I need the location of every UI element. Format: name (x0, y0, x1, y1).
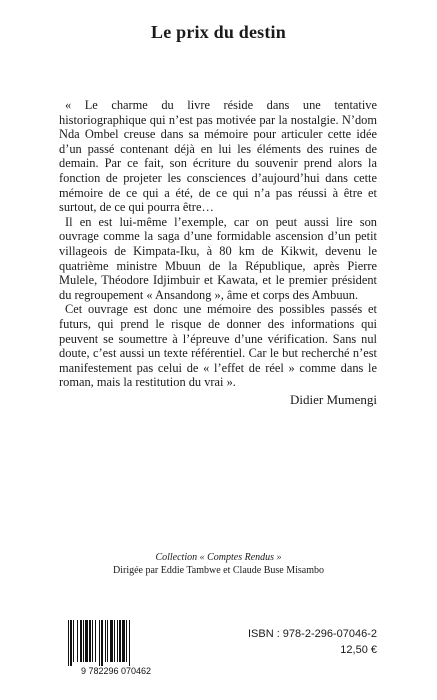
barcode-bar (114, 620, 115, 662)
barcode-bar (129, 620, 130, 666)
paragraph-3: Cet ouvrage est donc une mémoire des possibles passés et futurs, qui prend le risque de donner des informations qui peuvent se soumettre à l’épreuve d’une vérification. Sans nul doute, c’est aussi un texte référentiel. Car le but recherché n’est manifestement pas celui de « l’effet de réel » comme dans le roman, mais la restitution du vrai ». (59, 302, 377, 390)
barcode-bar (89, 620, 91, 662)
isbn: ISBN : 978-2-296-07046-2 (247, 628, 377, 640)
barcode-bar (99, 620, 100, 666)
barcode-digits: 9 782296 070462 (80, 666, 152, 676)
barcode-bar (85, 620, 88, 662)
collection-name: Collection « Comptes Rendus » (155, 552, 282, 563)
paragraph-1: « Le charme du livre réside dans une tentative historiographique qui n’est pas motivée par la nostalgie. N’dom Nda Ombel creuse dans sa mémoire pour articuler cette idée d’un passé contenant déjà en lui les éléments des ruines de demain. Par ce fait, son écriture du souvenir prend alors la fonction de projeter les consciences d’aujourd’hui dans cette mémoire de ce qui a été, de ce qui n’a pas réussi à être et surtout, de ce qui pourra être… (59, 98, 377, 215)
barcode-bar (83, 620, 84, 662)
barcode-bar (117, 620, 118, 662)
barcode-bar (119, 620, 121, 662)
barcode-bar (105, 620, 106, 662)
collection-info (0, 551, 437, 577)
barcode (62, 620, 170, 676)
barcode-bar (107, 620, 108, 662)
barcode-bar (92, 620, 93, 662)
paragraph-2: Il en est lui-même l’exemple, car on peut aussi lire son ouvrage comme la saga d’une formidable ascension d’un petit villageois de Kimpata-Iku, à 80 km de Kikwit, devenu le quatrième ministre Mbuun de la République, après Pierre Mulele, Théodore Idjimbuir et Kawata, et le premier président du regroupement « Ansandong », âme et corps des Ambuun. (59, 214, 377, 302)
book-title: Le prix du destin (151, 22, 286, 42)
barcode-bar (110, 620, 113, 662)
barcode-bar (126, 620, 127, 662)
barcode-bar (68, 620, 69, 666)
quote-author: Didier Mumengi (289, 392, 377, 407)
barcode-bar (73, 620, 74, 662)
barcode-bar (77, 620, 78, 662)
barcode-bars (68, 620, 130, 666)
barcode-bar (70, 620, 72, 666)
collection-directors: Dirigée par Eddie Tambwe et Claude Buse Misambo (112, 565, 324, 576)
barcode-bar (95, 620, 96, 662)
barcode-bar (80, 620, 82, 662)
barcode-bar (101, 620, 103, 666)
price: 12,50 € (340, 644, 377, 656)
barcode-bar (122, 620, 125, 662)
back-cover-text (59, 98, 377, 390)
